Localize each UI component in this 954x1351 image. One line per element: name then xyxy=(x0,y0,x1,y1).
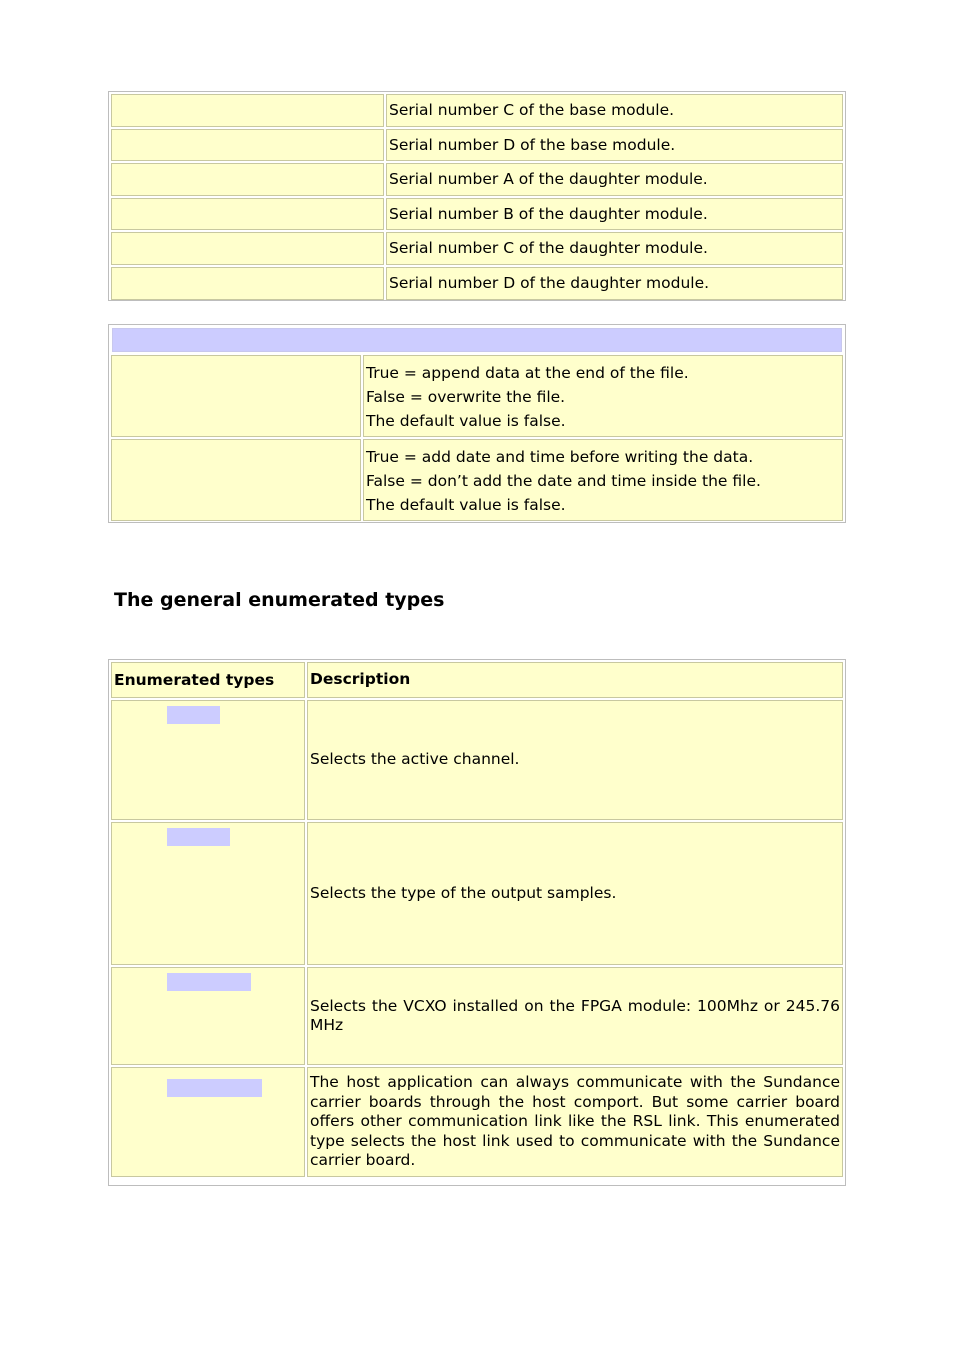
name-cell xyxy=(111,129,384,162)
name-cell xyxy=(111,163,384,196)
table-row xyxy=(110,354,844,438)
description-line: The default value is false. xyxy=(366,496,566,514)
table-row xyxy=(110,266,844,301)
description-line: True = add date and time before writing the data. xyxy=(366,448,754,466)
description-line: True = append data at the end of the file. xyxy=(366,364,689,382)
table-row xyxy=(110,1066,844,1178)
enum-name-cell xyxy=(111,700,305,820)
name-cell xyxy=(111,198,384,231)
table-row xyxy=(110,162,844,197)
description-cell xyxy=(363,439,843,521)
description-cell: Selects the type of the output samples. xyxy=(307,822,843,965)
enum-name-highlight xyxy=(167,828,230,846)
enumerated-types-table xyxy=(108,659,846,1186)
description-cell: Serial number C of the daughter module. xyxy=(386,232,843,265)
enum-name-cell xyxy=(111,822,305,965)
table-header-row xyxy=(110,661,844,699)
name-cell xyxy=(111,439,361,521)
enum-name-cell xyxy=(111,1067,305,1177)
description-cell xyxy=(363,355,843,437)
table-row xyxy=(110,821,844,966)
description-line: False = overwrite the file. xyxy=(366,388,566,406)
description-cell: Serial number A of the daughter module. xyxy=(386,163,843,196)
name-cell xyxy=(111,355,361,437)
column-header-description: Description xyxy=(307,662,843,698)
table-header xyxy=(112,328,842,352)
name-cell xyxy=(111,232,384,265)
description-cell: Serial number C of the base module. xyxy=(386,94,843,127)
description-cell: Serial number D of the daughter module. xyxy=(386,267,843,300)
column-header-enum: Enumerated types xyxy=(111,662,305,698)
table-row xyxy=(110,128,844,163)
description-cell: Serial number B of the daughter module. xyxy=(386,198,843,231)
section-heading: The general enumerated types xyxy=(114,589,445,611)
description-cell: Serial number D of the base module. xyxy=(386,129,843,162)
enum-name-cell xyxy=(111,967,305,1065)
table-row xyxy=(110,438,844,522)
serial-number-table xyxy=(108,91,846,301)
table-row xyxy=(110,966,844,1066)
name-cell xyxy=(111,94,384,127)
table-row xyxy=(110,699,844,821)
table-row xyxy=(110,93,844,128)
name-cell xyxy=(111,267,384,300)
enum-name-highlight xyxy=(167,706,220,724)
file-options-table xyxy=(108,324,846,523)
description-line: False = don’t add the date and time inside the file. xyxy=(366,472,761,490)
description-cell: The host application can always communicate with the Sundance carrier boards through the host comport. But some carrier board offers other communication link like the RSL link. This enumerated type selects the host link used to communicate with the Sundance carrier board. xyxy=(307,1067,843,1177)
table-row xyxy=(110,231,844,266)
enum-name-highlight xyxy=(167,1079,262,1097)
description-line: The default value is false. xyxy=(366,412,566,430)
enum-name-highlight xyxy=(167,973,251,991)
description-cell: Selects the VCXO installed on the FPGA module: 100Mhz or 245.76 MHz xyxy=(307,967,843,1065)
description-cell: Selects the active channel. xyxy=(307,700,843,820)
table-row xyxy=(110,197,844,232)
